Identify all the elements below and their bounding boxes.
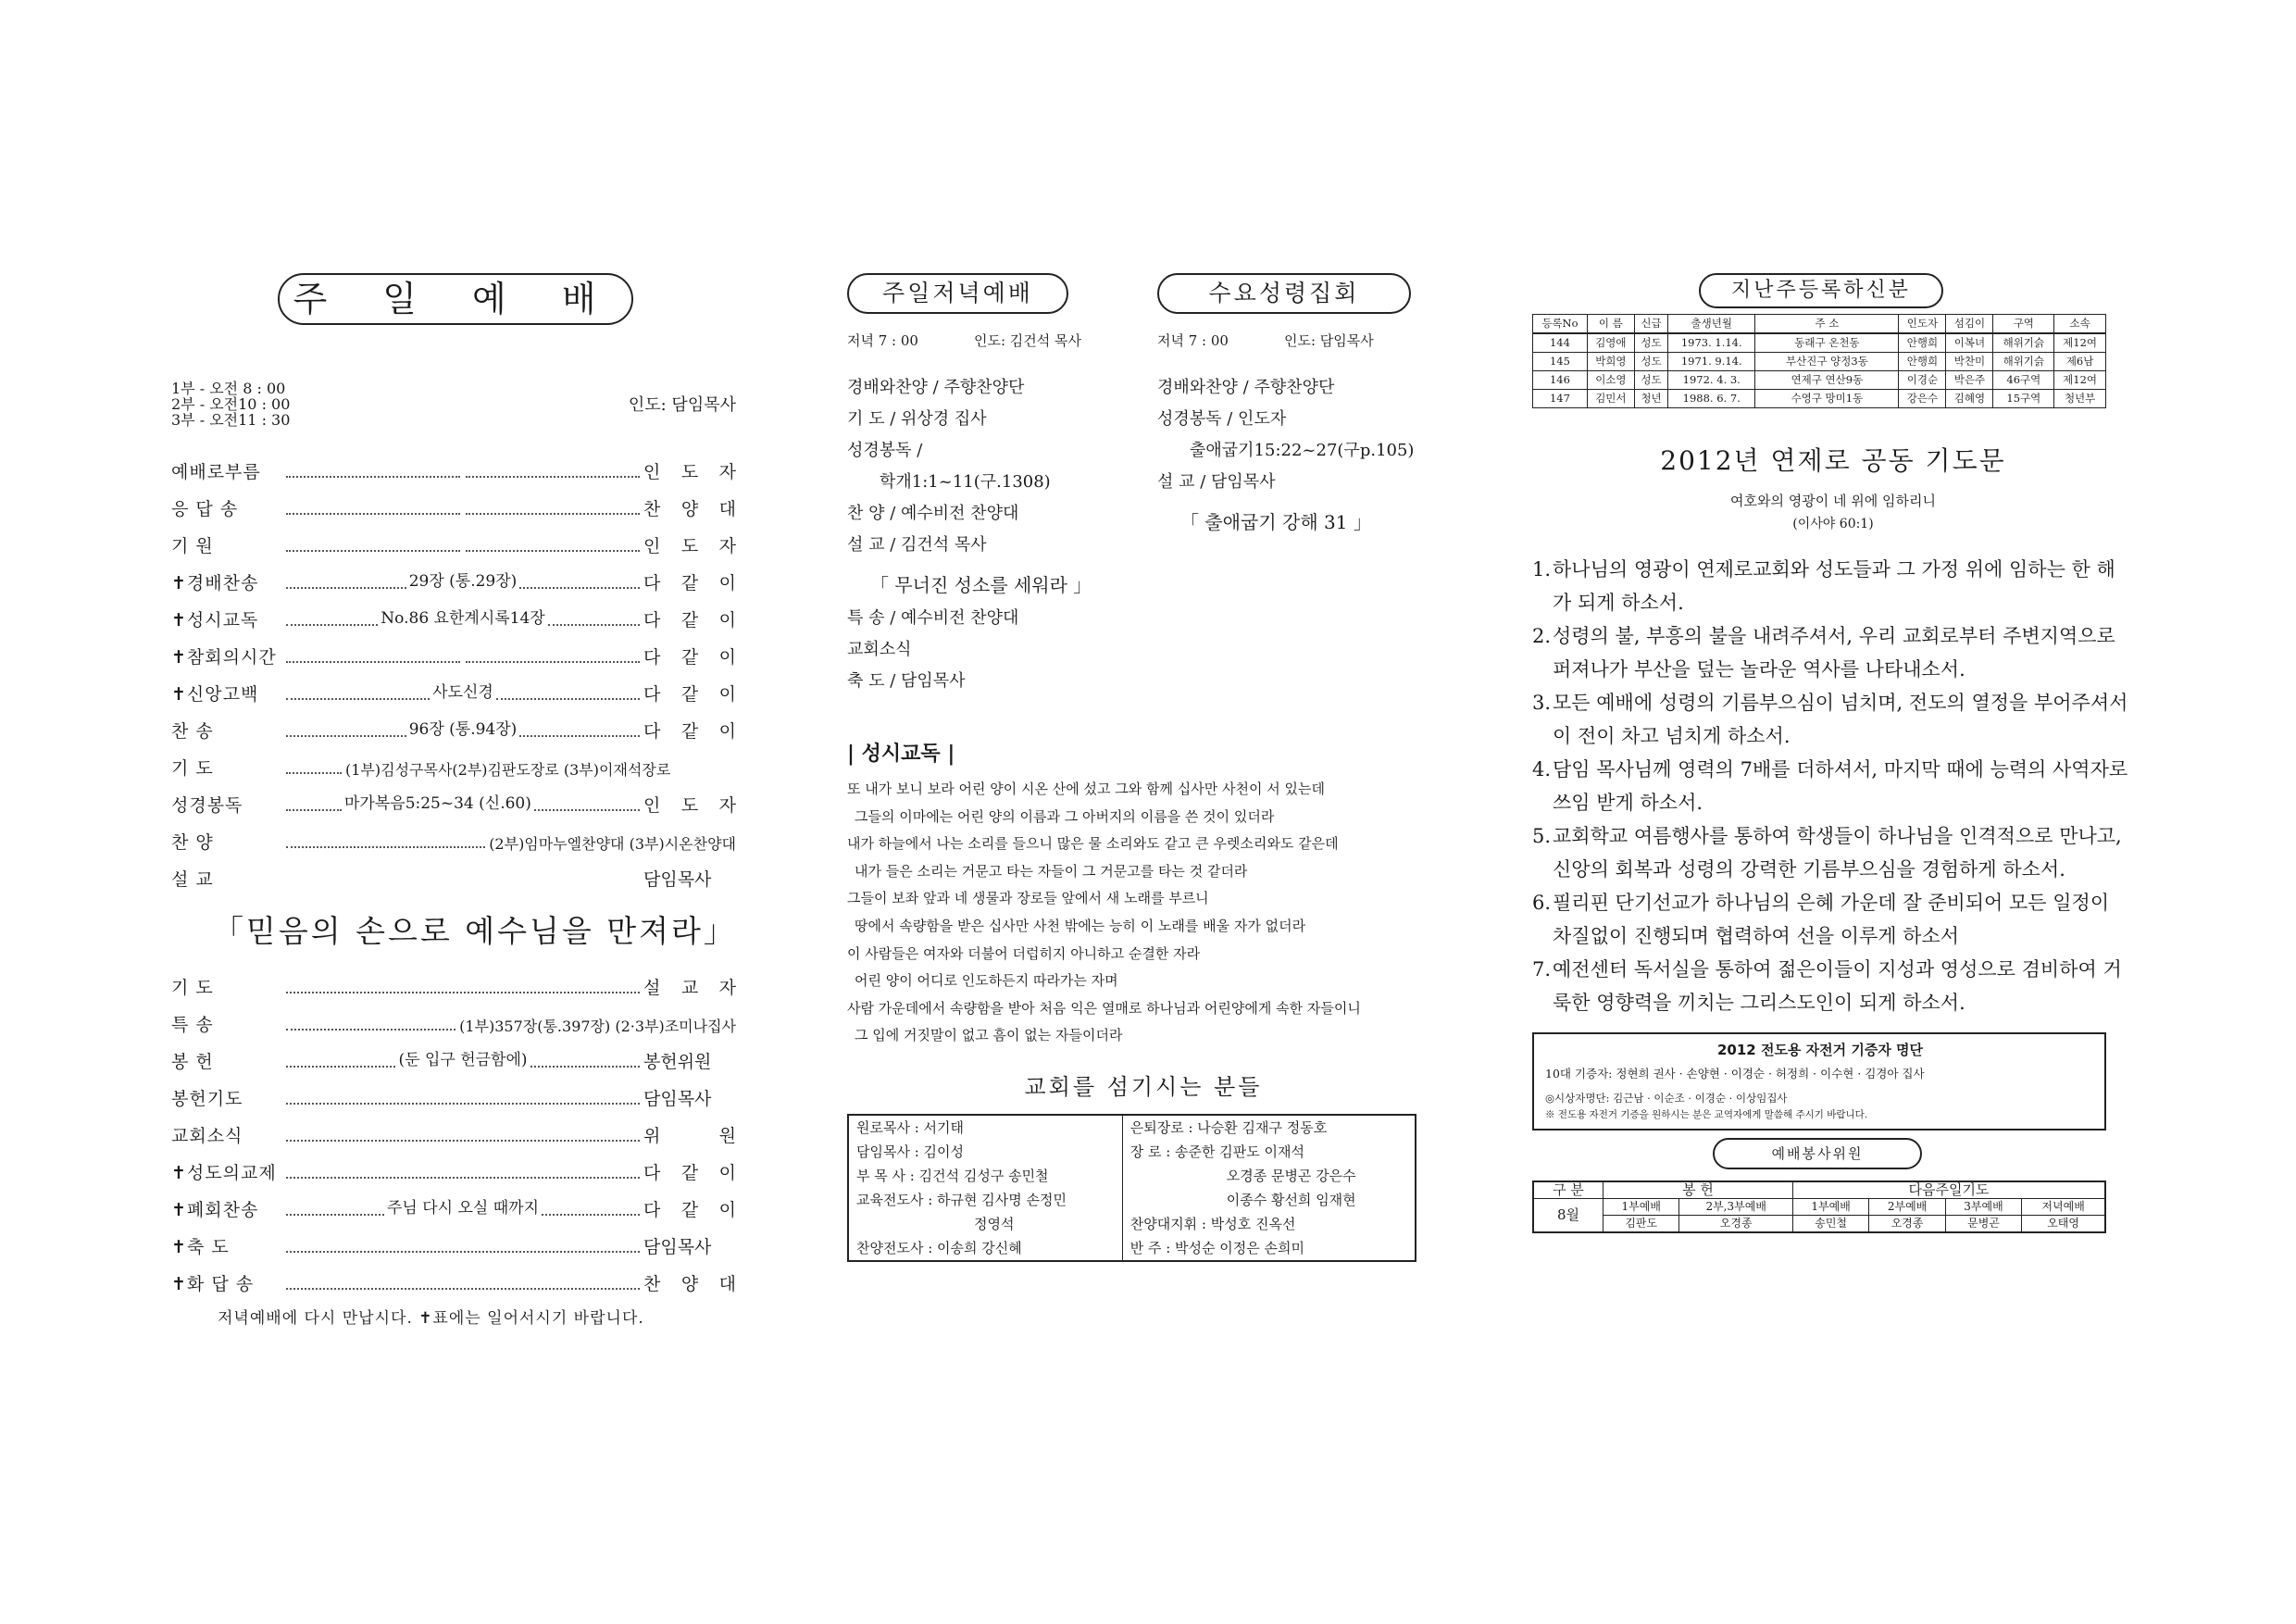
cell: 성도 xyxy=(1634,333,1667,353)
order-label: ✝경배찬송 xyxy=(171,573,259,593)
bicycle-note: ※ 전도용 자전거 기증을 원하시는 분은 교역자에게 말씀해 주시기 바랍니다. xyxy=(1545,1109,1868,1120)
reading-line: 내가 하늘에서 나는 소리를 들으니 많은 물 소리와도 같고 큰 우렛소리와도 같은데 xyxy=(847,835,1339,853)
wednesday-time-line xyxy=(1157,331,1435,350)
order-person: (1부)357장(통.397장) (2·3부)조미나집사 xyxy=(459,1018,736,1035)
order-label: 설 교 xyxy=(171,869,214,890)
order-row xyxy=(171,1221,736,1258)
registration-col: 섬김이 xyxy=(1946,315,1993,334)
evening-time-line xyxy=(847,331,1157,350)
evening-sermon-title: 「 무너진 성소를 세워라 」 xyxy=(870,574,1092,596)
order-label: 성경봉독 xyxy=(171,795,243,816)
prayer-item xyxy=(1532,953,2134,1019)
wednesday-service-title: 수요성령집회 xyxy=(1157,273,1411,314)
duty-name: 김판도 xyxy=(1603,1216,1679,1233)
cell: 이경순 xyxy=(1899,371,1946,390)
order-row xyxy=(171,1036,736,1073)
cell: 성도 xyxy=(1634,371,1667,390)
registration-table xyxy=(1532,314,2106,408)
order-person: 다 같 이 xyxy=(643,1163,736,1183)
cell: 청년 xyxy=(1634,390,1667,408)
prayer-item xyxy=(1532,619,2134,686)
staff-left: 부 목 사 : 김건석 김성구 송민철 xyxy=(856,1167,1049,1184)
cell: 박희영 xyxy=(1587,353,1634,371)
duty-subheader xyxy=(1533,1199,2105,1216)
evening-row: 성경봉독 / xyxy=(847,441,923,460)
prayer-text: 성령의 불, 부흥의 불을 내려주셔서, 우리 교회로부터 주변지역으로 퍼져나가 부산을 덮는 놀라운 역사를 나타내소서. xyxy=(1553,625,2115,681)
bicycle-donors: 10대 기증자: 정현희 권사 · 손양현 · 이경순 · 허정희 · 이수현 · 김경아 집사 xyxy=(1545,1067,1925,1081)
order-row xyxy=(171,483,736,520)
order-label: ✝화 답 송 xyxy=(171,1274,255,1294)
order-label: ✝성시교독 xyxy=(171,610,259,631)
staff-right: 반 주 : 박성순 이정은 손희미 xyxy=(1122,1236,1416,1261)
sunday-service-column xyxy=(171,273,736,1328)
evening-leader: 인도: 김건석 목사 xyxy=(973,332,1081,349)
order-detail: 마가복음5:25~34 (신.60) xyxy=(344,794,531,813)
reading-line: 또 내가 보니 보라 어린 양이 시온 산에 섰고 그와 함께 십사만 사천이 서 있는데 xyxy=(847,781,1325,797)
prayer-subtitle: 여호와의 영광이 네 위에 임하리니 xyxy=(1730,493,1936,509)
prayer-item xyxy=(1532,886,2134,953)
order-person: 다 같 이 xyxy=(643,610,736,631)
sunday-service-title: 주 일 예 배 xyxy=(278,273,633,325)
staff-row xyxy=(848,1188,1416,1212)
prayer-text: 교회학교 여름행사를 통하여 학생들이 하나님을 인격적으로 만나고, 신앙의 회복과 성령의 강력한 기름부으심을 경험하게 하소서. xyxy=(1553,825,2122,881)
reading-line: 이 사람들은 여자와 더불어 더럽히지 아니하고 순결한 자라 xyxy=(847,944,1201,962)
reading-line: 내가 들은 소리는 거문고 타는 자들이 그 거문고를 타는 것 같더라 xyxy=(855,862,1248,880)
order-person: 설 교 자 xyxy=(643,978,736,998)
registration-col: 인도자 xyxy=(1899,315,1946,334)
wednesday-sermon-title: 「 출애굽기 강해 31 」 xyxy=(1180,511,1372,533)
order-row xyxy=(171,520,736,557)
order-detail: No.86 요한계시록14장 xyxy=(381,609,545,628)
duty-col-prayer: 다음주일기도 xyxy=(1792,1181,2105,1199)
order-label: 찬 양 xyxy=(171,832,214,853)
reading-line: 그 입에 거짓말이 없고 흠이 없는 자들이더라 xyxy=(855,1027,1123,1044)
duty-name: 오경종 xyxy=(1679,1216,1792,1233)
prayer-item xyxy=(1532,819,2134,886)
order-row xyxy=(171,780,736,817)
cell: 안행희 xyxy=(1899,353,1946,371)
staff-row xyxy=(848,1164,1416,1188)
evening-row: 축 도 / 담임목사 xyxy=(847,671,966,691)
order-label: 교회소식 xyxy=(171,1126,243,1146)
order-detail: 주님 다시 오실 때까지 xyxy=(387,1199,540,1218)
bicycle-donor-box xyxy=(1532,1032,2106,1131)
order-detail: 29장 (통.29장) xyxy=(408,572,518,591)
staff-left: 원로목사 : 서기태 xyxy=(856,1118,965,1136)
cell: 제6남 xyxy=(2054,353,2106,371)
order-person: 인 도 자 xyxy=(643,536,736,556)
prayer-text: 필리핀 단기선교가 하나님의 은혜 가운데 잘 준비되어 모든 일정이 차질없이 진행되며 협력하여 선을 이루게 하소서 xyxy=(1553,892,2110,947)
cell: 수영구 망미1동 xyxy=(1755,390,1899,408)
cell: 김혜영 xyxy=(1946,390,1993,408)
prayer-number: 1. xyxy=(1532,558,1552,581)
duty-names xyxy=(1533,1216,2105,1233)
order-person: 다 같 이 xyxy=(643,1200,736,1220)
order-row xyxy=(171,1184,736,1221)
order-person: 다 같 이 xyxy=(643,721,736,742)
duty-sub: 1부예배 xyxy=(1603,1199,1679,1216)
wednesday-service xyxy=(1157,273,1435,692)
prayer-item xyxy=(1532,553,2134,619)
staff-row xyxy=(848,1236,1416,1261)
duty-sub: 2부예배 xyxy=(1869,1199,1945,1216)
cell: 박찬미 xyxy=(1946,353,1993,371)
cell: 이소영 xyxy=(1587,371,1634,390)
prayer-text: 담임 목사님께 영력의 7배를 더하셔서, 마지막 때에 능력의 사역자로 쓰임 받게 하소서. xyxy=(1553,758,2128,814)
order-row xyxy=(171,706,736,743)
cell: 146 xyxy=(1533,371,1588,390)
order-person: (2부)임마누엘찬양대 (3부)시온찬양대 xyxy=(489,835,736,853)
staff-right: 찬양대지휘 : 박성호 진옥선 xyxy=(1122,1212,1416,1236)
right-column xyxy=(1532,273,2134,1233)
cell: 부산진구 양정3동 xyxy=(1755,353,1899,371)
staff-row xyxy=(848,1212,1416,1236)
prayer-text: 모든 예배에 성령의 기름부으심이 넘치며, 전도의 열정을 부어주셔서 이 전이 차고 넘치게 하소서. xyxy=(1553,692,2128,747)
order-row xyxy=(171,743,736,780)
service-times xyxy=(171,381,736,428)
cell: 1973. 1.14. xyxy=(1668,333,1755,353)
registration-col: 이 름 xyxy=(1587,315,1634,334)
sunday-leader: 인도: 담임목사 xyxy=(628,395,736,415)
order-row xyxy=(171,594,736,631)
cell: 강은수 xyxy=(1899,390,1946,408)
cell: 145 xyxy=(1533,353,1588,371)
table-row xyxy=(1533,333,2106,353)
order-person: 찬 양 대 xyxy=(643,1274,736,1294)
order-detail: 사도신경 xyxy=(432,683,493,702)
order-label: ✝폐회찬송 xyxy=(171,1200,259,1220)
registration-col: 소속 xyxy=(2054,315,2106,334)
duty-title: 예배봉사위원 xyxy=(1713,1138,1922,1169)
duty-header xyxy=(1533,1181,2105,1199)
sunday-sermon-title: 「믿음의 손으로 예수님을 만져라」 xyxy=(213,913,737,949)
prayer-title: 2012년 연제로 공동 기도문 xyxy=(1660,445,2006,476)
order-label: 찬 송 xyxy=(171,721,214,742)
order-label: 봉헌기도 xyxy=(171,1089,243,1109)
registration-col: 출생년월 xyxy=(1668,315,1755,334)
cell: 성도 xyxy=(1634,353,1667,371)
prayer-list xyxy=(1532,553,2134,1019)
staff-row xyxy=(848,1115,1416,1140)
order-person: 담임목사 xyxy=(643,1089,712,1109)
cell: 김영애 xyxy=(1587,333,1634,353)
order-label: 예배로부름 xyxy=(171,462,261,482)
order-of-worship-1 xyxy=(171,446,736,891)
bicycle-sponsors: ◎시상자명단: 김근남 · 이순조 · 이경순 · 이상임집사 xyxy=(1545,1092,1788,1105)
order-person: 담임목사 xyxy=(643,869,712,890)
evening-wednesday-block xyxy=(847,273,1440,692)
order-person: 다 같 이 xyxy=(643,684,736,705)
table-row xyxy=(1533,371,2106,390)
order-detail: 96장 (통.94장) xyxy=(408,720,518,739)
cell: 15구역 xyxy=(1993,390,2054,408)
wednesday-leader: 인도: 담임목사 xyxy=(1283,332,1374,349)
cell: 46구역 xyxy=(1993,371,2054,390)
order-row xyxy=(171,817,736,854)
table-row xyxy=(1533,353,2106,371)
prayer-number: 6. xyxy=(1532,892,1552,914)
cell: 동래구 온천동 xyxy=(1755,333,1899,353)
prayer-text: 하나님의 영광이 연제로교회와 성도들과 그 가정 위에 임하는 한 해가 되게 하소서. xyxy=(1553,558,2115,614)
wednesday-row: 성경봉독 / 인도자 xyxy=(1157,409,1287,429)
registration-col: 구역 xyxy=(1993,315,2054,334)
registration-col: 주 소 xyxy=(1755,315,1899,334)
duty-col-offering: 봉 헌 xyxy=(1603,1181,1793,1199)
order-row xyxy=(171,1147,736,1184)
cell: 1988. 6. 7. xyxy=(1668,390,1755,408)
cell: 김민서 xyxy=(1587,390,1634,408)
evening-row: 특 송 / 예수비전 찬양대 xyxy=(847,608,1019,628)
wednesday-time: 저녁 7 : 00 xyxy=(1157,332,1229,349)
order-row xyxy=(171,962,736,999)
duty-sub: 2부,3부예배 xyxy=(1679,1199,1792,1216)
reading-line: 그들의 이마에는 어린 양의 이름과 그 아버지의 이름을 쓴 것이 있더라 xyxy=(855,807,1275,825)
order-row xyxy=(171,999,736,1036)
staff-right: 장 로 : 송준한 김판도 이재석 xyxy=(1122,1140,1416,1164)
evening-row: 찬 양 / 예수비전 찬양대 xyxy=(847,504,1019,523)
service-time-3: 3부 - 오전11 : 30 xyxy=(171,411,291,429)
staff-title: 교회를 섬기시는 분들 xyxy=(1024,1073,1263,1100)
registration-col: 신급 xyxy=(1634,315,1667,334)
middle-column xyxy=(847,273,1440,1262)
order-person: (1부)김성구목사(2부)김판도장로 (3부)이재석장로 xyxy=(345,761,671,779)
staff-left: 교육전도사 : 하규현 김사명 손정민 xyxy=(856,1191,1067,1208)
duty-name: 문병곤 xyxy=(1945,1216,2021,1233)
duty-sub: 1부예배 xyxy=(1792,1199,1868,1216)
order-row xyxy=(171,631,736,668)
duty-table xyxy=(1532,1181,2106,1233)
evening-passage: 학개1:1~11(구.1308) xyxy=(880,472,1051,492)
cell: 박은주 xyxy=(1946,371,1993,390)
prayer-reference: (이사야 60:1) xyxy=(1792,517,1874,531)
wednesday-row: 설 교 / 담임목사 xyxy=(1157,472,1276,492)
bicycle-donor-title: 2012 전도용 자전거 기증자 명단 xyxy=(1716,1042,1924,1058)
responsive-reading xyxy=(847,776,1440,1050)
prayer-text: 예전센터 독서실을 통하여 젊은이들이 지성과 영성으로 겸비하여 거룩한 영향력을 끼치는 그리스도인이 되게 하소서. xyxy=(1553,958,2122,1014)
staff-right: 은퇴장로 : 나승환 김재구 정동호 xyxy=(1122,1115,1416,1140)
registration-title: 지난주등록하신분 xyxy=(1699,273,1943,308)
registration-header xyxy=(1533,315,2106,334)
evening-service-title: 주일저녁예배 xyxy=(847,273,1068,314)
service-time-1: 1부 - 오전 8 : 00 xyxy=(171,380,286,397)
order-label: 응 답 송 xyxy=(171,499,239,519)
evening-row: 기 도 / 위상경 집사 xyxy=(847,409,987,429)
evening-time: 저녁 7 : 00 xyxy=(847,332,918,349)
order-label: 기 원 xyxy=(171,536,214,556)
order-label: 기 도 xyxy=(171,978,214,998)
staff-table xyxy=(847,1114,1416,1262)
staff-row xyxy=(848,1140,1416,1164)
duty-sub: 저녁예배 xyxy=(2022,1199,2105,1216)
responsive-reading-title: | 성시교독 | xyxy=(847,742,955,766)
order-row xyxy=(171,1073,736,1110)
prayer-number: 3. xyxy=(1532,692,1552,714)
order-person: 담임목사 xyxy=(643,1237,712,1257)
order-label: ✝참회의시간 xyxy=(171,647,277,668)
cell: 이복녀 xyxy=(1946,333,1993,353)
reading-line: 사람 가운데에서 속량함을 받아 처음 익은 열매로 하나님과 어린양에게 속한 자들이니 xyxy=(847,999,1361,1017)
cell: 제12여 xyxy=(2054,333,2106,353)
duty-month: 8월 xyxy=(1533,1199,1603,1233)
cell: 144 xyxy=(1533,333,1588,353)
registration-col: 등록No xyxy=(1533,315,1588,334)
reading-line: 땅에서 속량함을 받은 십사만 사천 밖에는 능히 이 노래를 배울 자가 없더라 xyxy=(855,917,1306,934)
order-label: ✝축 도 xyxy=(171,1237,230,1257)
staff-left: 정영석 xyxy=(974,1215,1015,1232)
cell: 안행희 xyxy=(1899,333,1946,353)
prayer-item xyxy=(1532,753,2134,819)
order-person: 봉헌위원 xyxy=(643,1052,712,1072)
order-label: 특 송 xyxy=(171,1015,214,1035)
prayer-number: 4. xyxy=(1532,758,1552,781)
order-person: 위 원 xyxy=(643,1126,736,1146)
cell: 연제구 연산9동 xyxy=(1755,371,1899,390)
order-row xyxy=(171,557,736,594)
duty-sub: 3부예배 xyxy=(1945,1199,2021,1216)
duty-name: 오경종 xyxy=(1869,1216,1945,1233)
duty-name: 송민철 xyxy=(1792,1216,1868,1233)
order-label: 봉 헌 xyxy=(171,1052,214,1072)
cell: 1972. 4. 3. xyxy=(1668,371,1755,390)
service-time-2: 2부 - 오전10 : 00 xyxy=(171,395,291,413)
cell: 147 xyxy=(1533,390,1588,408)
order-row xyxy=(171,668,736,706)
evening-service xyxy=(847,273,1157,692)
order-person: 찬 양 대 xyxy=(643,499,736,519)
cell: 1971. 9.14. xyxy=(1668,353,1755,371)
order-person: 다 같 이 xyxy=(643,647,736,668)
prayer-number: 5. xyxy=(1532,825,1552,847)
cell: 해위기슭 xyxy=(1993,333,2054,353)
cell: 해위기슭 xyxy=(1993,353,2054,371)
cell: 청년부 xyxy=(2054,390,2106,408)
staff-left: 찬양전도사 : 이송희 강신혜 xyxy=(856,1239,1022,1256)
table-row xyxy=(1533,390,2106,408)
staff-right: 오경종 문병곤 강은수 xyxy=(1122,1164,1416,1188)
staff-left: 담임목사 : 김이성 xyxy=(856,1143,965,1160)
order-of-worship-2 xyxy=(171,962,736,1295)
reading-line: 어린 양이 어디로 인도하든지 따라가는 자며 xyxy=(855,972,1118,990)
wednesday-row: 경배와찬양 / 주향찬양단 xyxy=(1157,378,1335,397)
order-detail: (둔 입구 헌금함에) xyxy=(398,1051,528,1069)
prayer-number: 7. xyxy=(1532,958,1552,981)
order-person: 다 같 이 xyxy=(643,573,736,593)
reading-line: 그들이 보좌 앞과 네 생물과 장로들 앞에서 새 노래를 부르니 xyxy=(847,890,1209,907)
staff-right: 이종수 황선희 임재현 xyxy=(1122,1188,1416,1212)
wednesday-passage: 출애굽기15:22~27(구p.105) xyxy=(1190,441,1415,460)
order-label: 기 도 xyxy=(171,758,214,779)
order-row xyxy=(171,1258,736,1295)
order-row xyxy=(171,854,736,891)
prayer-item xyxy=(1532,686,2134,753)
order-person: 인 도 자 xyxy=(643,462,736,482)
prayer-number: 2. xyxy=(1532,625,1552,647)
evening-row: 교회소식 xyxy=(847,640,912,659)
cell: 제12여 xyxy=(2054,371,2106,390)
order-person: 인 도 자 xyxy=(643,795,736,816)
order-row xyxy=(171,1110,736,1147)
order-row xyxy=(171,446,736,483)
sunday-footer-note: 저녁예배에 다시 만납시다. ✝표에는 일어서시기 바랍니다. xyxy=(218,1309,644,1328)
evening-row: 설 교 / 김건석 목사 xyxy=(847,535,987,555)
order-label: ✝신앙고백 xyxy=(171,684,259,705)
duty-name: 오태영 xyxy=(2022,1216,2105,1233)
order-label: ✝성도의교제 xyxy=(171,1163,277,1183)
evening-row: 경배와찬양 / 주향찬양단 xyxy=(847,378,1025,397)
duty-col-gubun: 구 분 xyxy=(1533,1181,1603,1199)
